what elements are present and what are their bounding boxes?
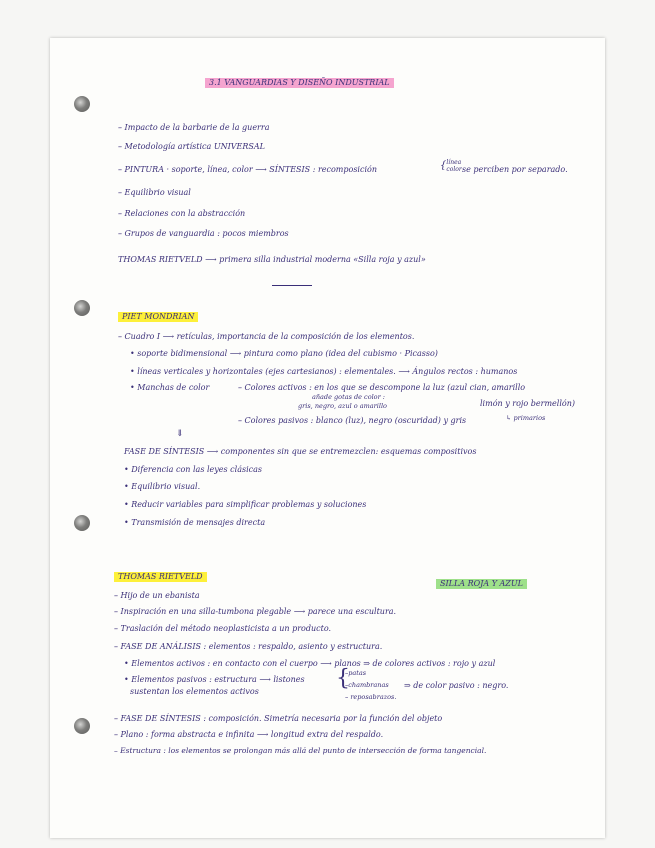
note-line: – Equilibrio visual [118,188,191,197]
binder-hole [74,718,90,734]
divider [272,285,312,286]
section-heading: THOMAS RIETVELD [114,572,207,582]
section-tag: SILLA ROJA Y AZUL [436,579,527,589]
note-line: FASE DE SÍNTESIS ⟶ componentes sin que se entremezclen: esquemas compositivos [124,447,477,456]
binder-hole [74,515,90,531]
note-line: – Colores activos : en los que se descompone la luz (azul cian, amarillo [238,383,526,392]
note-line: • Equilibrio visual. [124,482,201,491]
note-line: ⇒ de color pasivo : negro. [404,681,509,690]
brace-item: color [446,166,462,174]
note-line: limón y rojo bermellón) [480,399,575,408]
brace-note: {línea color [440,159,462,174]
note-line: • soporte bidimensional ⟶ pintura como plano (idea del cubismo · Picasso) [130,349,438,358]
brace-item: –patas [345,669,367,677]
page-title: 3.1 VANGUARDIAS Y DISEÑO INDUSTRIAL [205,78,394,88]
note-line: THOMAS RIETVELD ⟶ primera silla industrial moderna «Silla roja y azul» [118,255,426,264]
note-line: • Transmisión de mensajes directa [124,518,266,527]
note-line: – Impacto de la barbarie de la guerra [118,123,270,132]
note-line: – Grupos de vanguardia : pocos miembros [118,229,289,238]
note-line: • Manchas de color [130,383,210,392]
note-line: • Diferencia con las leyes clásicas [124,465,262,474]
note-line: – PINTURA · soporte, línea, color ⟶ SÍNTESIS : recomposición [118,165,377,174]
note-line: – Traslación del método neoplasticista a un producto. [114,624,332,633]
note-line: – FASE DE SÍNTESIS : composición. Simetría necesaria por la función del objeto [114,714,443,723]
note-line: • Elementos activos : en contacto con el cuerpo ⟶ planos ⇒ de colores activos : rojo y azul [124,659,496,668]
note-line: añade gotas de color : [312,393,385,401]
note-line: sustentan los elementos activos [130,687,259,696]
brace: { [336,666,350,691]
section-heading: PIET MONDRIAN [118,312,198,322]
brace-item: – reposabrazos. [345,693,397,701]
note-line: • líneas verticales y horizontales (ejes cartesianos) : elementales. ⟶ Ángulos rectos : humanos [130,367,518,376]
note-line: ↳ primarios [506,414,546,422]
note-line: – Colores pasivos : blanco (luz), negro (oscuridad) y gris [238,416,467,425]
brace-item: línea [446,159,462,166]
binder-hole [74,96,90,112]
note-line: se perciben por separado. [462,165,568,174]
binder-hole [74,300,90,316]
note-line: – Relaciones con la abstracción [118,209,246,218]
note-line: • Reducir variables para simplificar problemas y soluciones [124,500,367,509]
note-line: – Hijo de un ebanista [114,591,200,600]
brace-item: –chambranas [345,681,389,689]
note-line: • Elementos pasivos : estructura ⟶ listones [124,675,305,684]
note-line: – Inspiración en una silla-tumbona plegable ⟶ parece una escultura. [114,607,397,616]
down-arrow: ⇓ [176,429,184,439]
note-line: – Plano : forma abstracta e infinita ⟶ longitud extra del respaldo. [114,730,384,739]
note-line: – Metodología artística UNIVERSAL [118,142,265,151]
note-line: – FASE DE ANÁLISIS : elementos : respaldo, asiento y estructura. [114,642,383,651]
note-line: gris, negro, azul o amarillo [298,402,387,410]
note-line: – Cuadro I ⟶ retículas, importancia de la composición de los elementos. [118,332,415,341]
note-line: – Estructura : los elementos se prolongan más allá del punto de intersección de forma tangencial. [114,746,487,755]
